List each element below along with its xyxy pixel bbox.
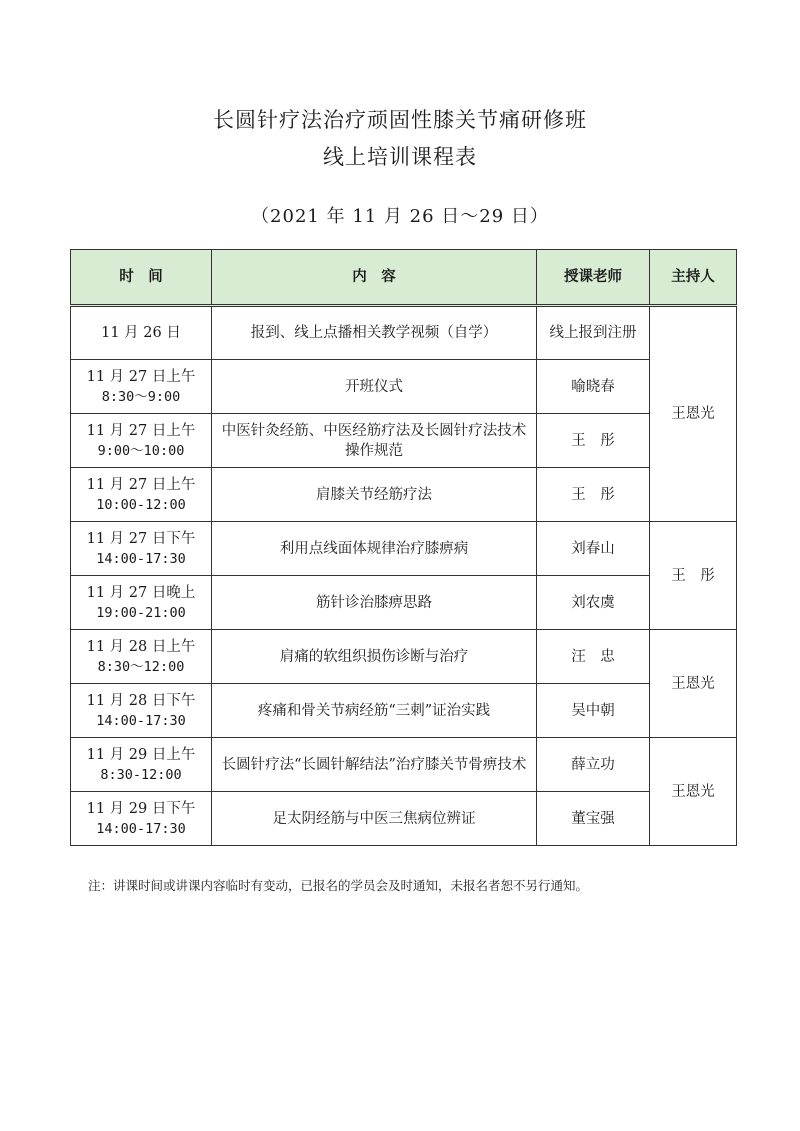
row-date: 11 月 27 日下午 — [86, 530, 196, 547]
row-content: 报到、线上点播相关教学视频（自学） — [212, 306, 537, 360]
table-row — [71, 360, 737, 414]
row-content: 筋针诊治膝痹思路 — [212, 576, 537, 630]
row-hours: 10:00-12:00 — [96, 496, 186, 513]
row-host: 王恩光 — [650, 738, 737, 846]
row-teacher: 王 彤 — [537, 468, 650, 522]
row-teacher: 线上报到注册 — [537, 306, 650, 360]
row-content: 肩膝关节经筋疗法 — [212, 468, 537, 522]
table-row — [71, 306, 737, 360]
row-date: 11 月 29 日下午 — [86, 800, 196, 817]
row-time — [71, 630, 212, 684]
row-teacher: 刘农虞 — [537, 576, 650, 630]
row-time — [71, 684, 212, 738]
row-hours: 14:00-17:30 — [96, 550, 186, 567]
table-row — [71, 522, 737, 576]
row-hours: 19:00-21:00 — [96, 604, 186, 621]
row-content: 利用点线面体规律治疗膝痹病 — [212, 522, 537, 576]
row-date: 11 月 27 日上午 — [86, 368, 196, 385]
row-hours: 14:00-17:30 — [96, 820, 186, 837]
row-host: 王 彤 — [650, 522, 737, 630]
document-title: 长圆针疗法治疗顽固性膝关节痛研修班 — [213, 108, 587, 132]
row-time — [71, 414, 212, 468]
row-time — [71, 306, 212, 360]
row-teacher: 喻晓春 — [537, 360, 650, 414]
row-date: 11 月 29 日上午 — [86, 746, 196, 763]
header-content: 内 容 — [212, 250, 537, 306]
row-host: 王恩光 — [650, 306, 737, 522]
row-teacher: 董宝强 — [537, 792, 650, 846]
row-date: 11 月 27 日上午 — [86, 476, 196, 493]
table-row — [71, 738, 737, 792]
row-hours: 8:30～9:00 — [101, 388, 181, 405]
row-hours: 9:00～10:00 — [97, 442, 185, 459]
table-row — [71, 684, 737, 738]
row-teacher: 吴中朝 — [537, 684, 650, 738]
row-time — [71, 576, 212, 630]
footnote: 注：讲课时间或讲课内容临时有变动，已报名的学员会及时通知，未报名者恕不另行通知。 — [88, 878, 589, 893]
row-hours: 8:30～12:00 — [97, 658, 185, 675]
row-time — [71, 468, 212, 522]
row-date: 11 月 28 日下午 — [86, 692, 196, 709]
schedule-table — [70, 249, 737, 846]
row-content: 开班仪式 — [212, 360, 537, 414]
row-date: 11 月 26 日 — [101, 325, 181, 341]
header-teacher: 授课老师 — [537, 250, 650, 306]
row-hours: 14:00-17:30 — [96, 712, 186, 729]
table-row — [71, 792, 737, 846]
document-subtitle: 线上培训课程表 — [323, 145, 477, 169]
header-time: 时 间 — [71, 250, 212, 306]
table-row — [71, 414, 737, 468]
table-row — [71, 576, 737, 630]
row-content: 中医针灸经筋、中医经筋疗法及长圆针疗法技术操作规范 — [212, 414, 537, 468]
row-content: 肩痛的软组织损伤诊断与治疗 — [212, 630, 537, 684]
row-content: 疼痛和骨关节病经筋“三刺”证治实践 — [212, 684, 537, 738]
table-header-row — [71, 250, 737, 306]
row-time — [71, 522, 212, 576]
row-teacher: 汪 忠 — [537, 630, 650, 684]
table-row — [71, 468, 737, 522]
row-date: 11 月 27 日晚上 — [86, 584, 196, 601]
date-range: （2021 年 11 月 26 日～29 日） — [251, 206, 549, 227]
row-time — [71, 738, 212, 792]
row-content: 长圆针疗法“长圆针解结法”治疗膝关节骨痹技术 — [212, 738, 537, 792]
row-teacher: 薛立功 — [537, 738, 650, 792]
row-hours: 8:30-12:00 — [100, 766, 182, 783]
row-time — [71, 360, 212, 414]
row-time — [71, 792, 212, 846]
row-teacher: 刘春山 — [537, 522, 650, 576]
table-row — [71, 630, 737, 684]
header-host: 主持人 — [650, 250, 737, 306]
row-host: 王恩光 — [650, 630, 737, 738]
row-date: 11 月 27 日上午 — [86, 422, 196, 439]
row-content: 足太阴经筋与中医三焦病位辨证 — [212, 792, 537, 846]
row-date: 11 月 28 日上午 — [86, 638, 196, 655]
row-teacher: 王 彤 — [537, 414, 650, 468]
